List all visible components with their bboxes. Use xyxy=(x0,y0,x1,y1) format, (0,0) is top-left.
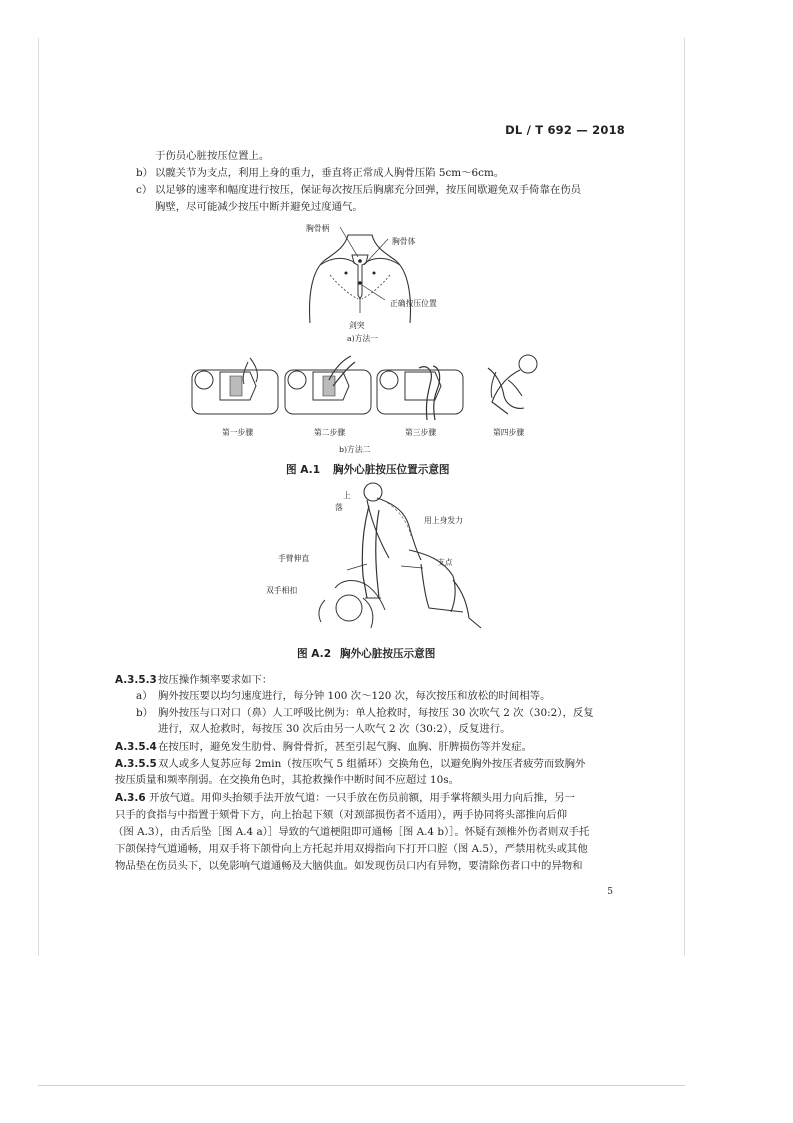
intro-continuation: 于伤员心脏按压位置上。 xyxy=(155,150,270,162)
rescuer-illustration xyxy=(305,480,485,645)
a355-line2: 按压质量和频率削弱。在交换角色时，其抢救操作中断时间不应超过 10s。 xyxy=(115,774,459,786)
label-sternum-body: 胸骨体 xyxy=(392,237,416,246)
label-step2: 第二步骤 xyxy=(314,428,346,437)
a353-item-a-mark: a） xyxy=(136,690,153,702)
left-margin-line xyxy=(38,38,39,956)
label-step4: 第四步骤 xyxy=(493,428,525,437)
right-margin-line xyxy=(684,38,685,956)
step1-illustration xyxy=(190,350,280,418)
standard-number: DL / T 692 — 2018 xyxy=(505,123,625,137)
fig2-caption-title: 胸外心脏按压示意图 xyxy=(340,648,436,660)
a36-line3: （图 A.3），由舌后坠［图 A.4 a）］导致的气道梗阻即可通畅［图 A.4 b）］。怀疑有颈椎外伤者则双手托 xyxy=(113,826,590,838)
label-up: 上 xyxy=(343,491,351,500)
fig1-caption-number: 图 A.1 xyxy=(286,464,321,476)
label-correct-position: 正确按压位置 xyxy=(390,299,437,308)
a353-number: A.3.5.3 xyxy=(115,674,157,686)
a353-title: 按压操作频率要求如下： xyxy=(158,674,273,686)
item-b-text: 以髋关节为支点，利用上身的重力，垂直将正常成人胸骨压陷 5cm～6cm。 xyxy=(155,167,505,179)
step3-illustration xyxy=(375,350,465,422)
label-fall: 落 xyxy=(335,503,343,512)
label-hands-clasped: 双手相扣 xyxy=(266,586,298,595)
bottom-margin-line xyxy=(38,1085,685,1086)
fig1-caption-title: 胸外心脏按压位置示意图 xyxy=(333,464,450,476)
a36-line5: 物品垫在伤员头下，以免影响气道通畅及大脑供血。如发现伤员口内有异物，要清除伤者口中的异物和 xyxy=(115,860,583,872)
item-c-line2: 胸壁，尽可能减少按压中断并避免过度通气。 xyxy=(155,201,363,213)
label-method2: b)方法二 xyxy=(339,445,371,454)
item-c-line1: 以足够的速率和幅度进行按压，保证每次按压后胸廓充分回弹，按压间歇避免双手倚靠在伤员 xyxy=(155,184,582,196)
label-step3: 第三步骤 xyxy=(405,428,437,437)
label-arm-straight: 手臂伸直 xyxy=(278,554,310,563)
a36-number: A.3.6 xyxy=(115,792,146,804)
step4-illustration xyxy=(478,350,548,418)
item-c-mark: c） xyxy=(136,184,153,196)
page-number: 5 xyxy=(607,887,613,897)
a354-number: A.3.5.4 xyxy=(115,741,157,753)
label-manubrium: 胸骨柄 xyxy=(306,224,330,233)
a353-item-a-text: 胸外按压要以均匀速度进行，每分钟 100 次～120 次，每次按压和放松的时间相等。 xyxy=(158,690,551,702)
a36-line1: 开放气道。用仰头抬颏手法开放气道：一只手放在伤员前额，用手掌将额头用力向后推，另一 xyxy=(149,792,576,804)
a36-line2: 只手的食指与中指置于颏骨下方，向上抬起下颏（对颈部损伤者不适用），两手协同将头部推向后仰 xyxy=(115,809,567,821)
a353-item-b-mark: b） xyxy=(136,707,154,719)
a353-item-b-line2: 进行，双人抢救时，每按压 30 次后由另一人吹气 2 次（30:2），反复进行。 xyxy=(158,723,511,735)
a355-number: A.3.5.5 xyxy=(115,758,157,770)
a355-line1: 双人或多人复苏应每 2min（按压吹气 5 组循环）交换角色，以避免胸外按压者疲劳而致胸外 xyxy=(158,758,586,770)
label-method1: a)方法一 xyxy=(347,334,379,343)
fig2-caption-number: 图 A.2 xyxy=(297,648,332,660)
label-upper-body-force: 用上身发力 xyxy=(424,516,463,525)
label-step1: 第一步骤 xyxy=(222,428,254,437)
label-xiphoid: 剑突 xyxy=(349,321,365,330)
a354-text: 在按压时，避免发生肋骨、胸骨骨折，甚至引起气胸、血胸、肝脾损伤等并发症。 xyxy=(158,741,533,753)
step2-illustration xyxy=(283,350,373,418)
item-b-mark: b） xyxy=(136,167,154,179)
label-fulcrum: 支点 xyxy=(437,558,453,567)
a36-line4: 下颌保持气道通畅，用双手将下颌骨向上方托起并用双拇指向下打开口腔（图 A.5），严禁用枕头或其他 xyxy=(115,843,588,855)
a353-item-b-line1: 胸外按压与口对口（鼻）人工呼吸比例为：单人抢救时，每按压 30 次吹气 2 次（30:2），反复 xyxy=(158,707,594,719)
